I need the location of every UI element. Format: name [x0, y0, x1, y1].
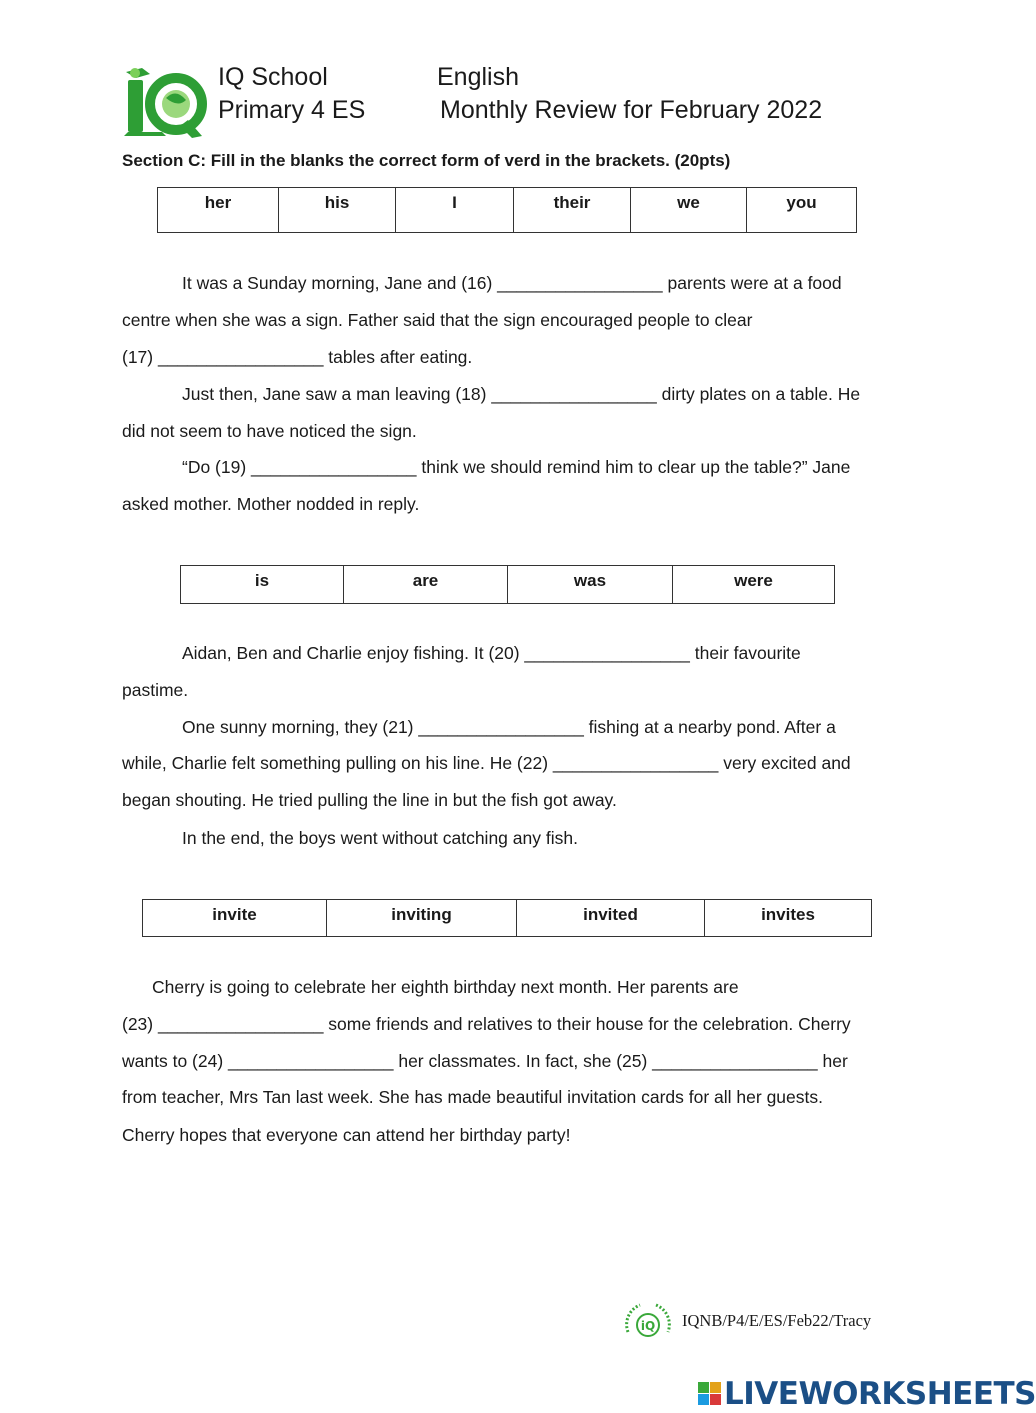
school-name: IQ School: [218, 63, 328, 91]
brand-badge: [698, 1382, 722, 1406]
document-code: IQNB/P4/E/ES/Feb22/Tracy: [682, 1311, 872, 1330]
passage-line: from teacher, Mrs Tan last week. She has made beautiful invitation cards for all her guests.: [122, 1087, 823, 1107]
passage-line: “Do (19) _________________ think we should remind him to clear up the table?” Jane: [182, 457, 851, 477]
word-option: her: [158, 188, 279, 233]
liveworksheets-logo: [698, 1376, 1036, 1412]
passage-line: did not seem to have noticed the sign.: [122, 421, 417, 441]
passage-line: began shouting. He tried pulling the line in but the fish got away.: [122, 790, 617, 810]
passage-line: wants to (24) _________________ her classmates. In fact, she (25) _________________ her: [122, 1051, 848, 1071]
section-title: Section C: Fill in the blanks the correct form of verd in the brackets. (20pts): [122, 151, 731, 170]
passage-line: while, Charlie felt something pulling on his line. He (22) _________________ very excited and: [122, 753, 851, 773]
svg-text:iQ: iQ: [640, 1319, 656, 1333]
word-box-invite-forms: [142, 899, 872, 937]
grade-label: Primary 4 ES: [218, 96, 366, 124]
word-box-pronouns: [157, 187, 857, 233]
brand-name: LIVEWORKSHEETS: [724, 1376, 1036, 1412]
passage-line: (23) _________________ some friends and relatives to their house for the celebration. Cherry: [122, 1014, 851, 1034]
passage-line: Cherry is going to celebrate her eighth birthday next month. Her parents are: [152, 977, 739, 997]
review-title: Monthly Review for February 2022: [440, 96, 823, 124]
word-box-be-verbs: [180, 565, 835, 604]
passage-line: asked mother. Mother nodded in reply.: [122, 494, 420, 514]
word-box-row: [143, 900, 872, 937]
passage-line: It was a Sunday morning, Jane and (16) _________________ parents were at a food: [182, 273, 842, 293]
school-logo: [122, 66, 206, 140]
passage-line: Cherry hopes that everyone can attend her birthday party!: [122, 1125, 571, 1145]
passage-line: centre when she was a sign. Father said that the sign encouraged people to clear: [122, 310, 753, 330]
passage-line: Just then, Jane saw a man leaving (18) _________________ dirty plates on a table. He: [182, 384, 861, 404]
word-option: his: [279, 188, 396, 233]
word-option: invited: [517, 900, 705, 937]
subject-label: English: [437, 63, 519, 91]
word-option: were: [673, 566, 835, 604]
approval-stamp: [620, 1300, 676, 1350]
word-option: was: [508, 566, 673, 604]
passage-line: One sunny morning, they (21) _________________ fishing at a nearby pond. After a: [182, 717, 836, 737]
passage-line: (17) _________________ tables after eating.: [122, 347, 473, 367]
word-option: are: [344, 566, 508, 604]
passage-line: pastime.: [122, 680, 189, 700]
word-option: their: [514, 188, 631, 233]
word-option: you: [747, 188, 857, 233]
word-option: we: [631, 188, 747, 233]
word-option: inviting: [327, 900, 517, 937]
passage-line: Aidan, Ben and Charlie enjoy fishing. It (20) _________________ their favourite: [182, 643, 801, 663]
word-option: invites: [705, 900, 872, 937]
word-option: is: [181, 566, 344, 604]
word-box-row: [158, 188, 857, 233]
word-option: invite: [143, 900, 327, 937]
passage-line: In the end, the boys went without catching any fish.: [182, 828, 578, 848]
word-option: I: [396, 188, 514, 233]
word-box-row: [181, 566, 835, 604]
